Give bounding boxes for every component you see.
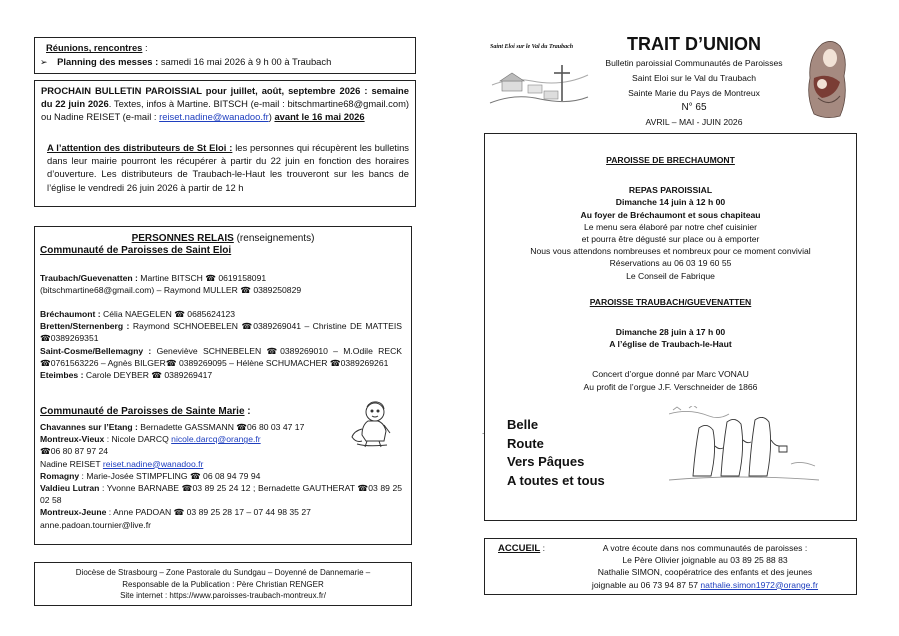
eteimbes-entry (40, 369, 402, 381)
valdieu-text: : Yvonne BARNABE ☎03 89 25 24 12 ; Bernadette GAUTHERAT ☎03 89 25 02 58 (40, 483, 403, 506)
brechaumont-heading: PAROISSE DE BRECHAUMONT (606, 155, 735, 165)
montreux-jeune-text: : Anne PADOAN ☎ 03 89 25 28 17 – 07 44 98 35 27 (106, 507, 311, 518)
bulletin-notice-box (34, 80, 416, 207)
bulletin-period: AVRIL – MAI - JUIN 2026 (645, 117, 743, 127)
distributors-label: A l’attention des distributeurs de St Eloi : (47, 142, 233, 153)
st-eloi-heading: Communauté de Paroisses de Saint Eloi (40, 245, 232, 256)
bulletin-title: TRAIT D’UNION (627, 34, 761, 54)
concert-place: A l’église de Traubach-le-Haut (609, 339, 732, 350)
planning-line (40, 55, 331, 69)
traubach-text2: (bitschmartine68@gmail.com) – Raymond MULLER ☎ 0389250829 (40, 285, 302, 296)
repas-line3: Nous vous attendons nombreuses et nombreux pour ce moment convivial (530, 246, 811, 257)
masthead-sub3: Sainte Marie du Pays de Montreux (628, 88, 760, 98)
concert-line2: Au profit de l’orgue J.F. Verschneider de 1866 (583, 381, 758, 392)
romagny-entry (40, 470, 402, 482)
padoan-email: anne.padoan.tournier@live.fr (40, 519, 151, 530)
next-bulletin-heading: PROCHAIN BULLETIN PAROISSIAL pour juillet, août, septembre 2026 : semaine du 22 juin 2026 (41, 85, 409, 110)
footer-box (34, 562, 412, 606)
montreux-jeune-entry (40, 506, 402, 518)
concert-date: Dimanche 28 juin à 17 h 00 (615, 327, 726, 338)
masthead-sub1: Bulletin paroissial Communautés de Paroisses (605, 58, 783, 68)
repas-line2: et pourra être dégusté sur place ou à emporter (581, 234, 760, 245)
next-bulletin-paragraph (41, 84, 409, 124)
montreux-jeune-label: Montreux-Jeune (40, 507, 107, 518)
eteimbes-text: Carole DEYBER ☎ 0389269417 (83, 370, 213, 381)
greeting-line-4: A toutes et tous (507, 472, 605, 488)
romagny-text: : Marie-Josée STIMPFLING ☎ 06 08 94 79 94 (79, 470, 261, 481)
relais-title-suffix: (renseignements) (233, 233, 315, 244)
accueil-line2: Nathalie SIMON, coopératrice des enfants et des jeunes (597, 567, 813, 578)
chavannes-entry (40, 421, 402, 433)
ste-marie-suffix: : (244, 406, 251, 417)
accueil-label: ACCUEIL (498, 543, 541, 554)
montreux-vieux-entry (40, 433, 402, 445)
events-text (485, 154, 856, 393)
traubach-heading: PAROISSE TRAUBACH/GUEVENATTEN (589, 296, 752, 307)
ste-marie-heading-line (40, 406, 251, 417)
masthead (590, 32, 798, 129)
accueil-colon: : (540, 543, 546, 553)
bretten-entry (40, 320, 402, 344)
masthead-sub2: Saint Eloi sur le Val du Traubach (631, 73, 757, 83)
next-bulletin-text: . Textes, infos à Martine. BITSCH (e-mail : bitschmartine68@gmail.com) ou Nadine REISET (e-mail : (41, 98, 409, 123)
madonna-child-icon (804, 38, 852, 120)
accueil-box (484, 538, 857, 595)
cosme-entry (40, 345, 402, 369)
traubach-text: Martine BITSCH ☎ 0619158091 (137, 273, 267, 283)
accueil-intro: A votre écoute dans nos communautés de paroisses : (602, 543, 808, 553)
bretten-label: Bretten/Sternenberg : (40, 321, 130, 332)
logo-caption: Saint Eloi sur le Val du Traubach (490, 44, 574, 50)
parish-logo (488, 41, 590, 107)
repas-date: Dimanche 14 juin à 12 h 00 (615, 197, 726, 208)
planning-label: Planning des messes : (57, 56, 159, 67)
planning-text: samedi 16 mai 2026 à 9 h 00 à Traubach (158, 56, 332, 67)
montreux-vieux-phone: ☎06 80 87 97 24 (40, 446, 109, 457)
repas-place: Au foyer de Bréchaumont et sous chapiteau (580, 209, 761, 220)
reiset-email-link[interactable]: reiset.nadine@wanadoo.fr (159, 111, 269, 123)
holy-women-illustration (669, 406, 819, 486)
greeting-line-2: Route (507, 435, 544, 451)
cosme-text: Geneviève SCHNEBELEN ☎0389269010 – M.Odile RECK ☎0761563226 – Agnès BILGER☎ 0389269095 – Hélène SCHUMACHER ☎0389269261 (40, 345, 403, 368)
brechaumont-label: Bréchaumont : (40, 309, 101, 319)
events-box (484, 133, 857, 521)
chavannes-text: Bernadette GASSMANN ☎06 80 03 47 17 (137, 422, 305, 432)
montreux-vieux-text: : Nicole DARCQ (104, 434, 172, 445)
greeting-tick: . (482, 427, 485, 436)
nadine-email-link[interactable]: reiset.nadine@wanadoo.fr (102, 458, 204, 469)
brechaumont-text: Célia NAEGELEN ☎ 0685624123 (100, 309, 236, 319)
montreux-vieux-label: Montreux-Vieux (40, 434, 105, 445)
distributors-paragraph (47, 141, 409, 194)
traubach-entry (40, 272, 402, 296)
footer-responsable: Responsable de la Publication : Père Christian RENGER (122, 579, 324, 589)
chavannes-label: Chavannes sur l’Etang : (40, 422, 138, 432)
ste-marie-heading: Communauté de Paroisses de Sainte Marie (40, 406, 245, 417)
ste-marie-contacts (40, 421, 402, 531)
accueil-text (555, 542, 855, 591)
relais-box (34, 226, 412, 545)
village-church-icon (488, 51, 590, 107)
accueil-line3: joignable au 06 73 94 87 57 (591, 579, 701, 590)
greeting-line-1: Belle (507, 417, 539, 432)
meetings-title: Réunions, rencontres (46, 42, 143, 53)
repas-line5: Le Conseil de Fabrique (626, 270, 715, 281)
distributors-text: les personnes qui récupèrent les bulletins dans leur mairie pourront les récupérer à partir du 22 juin en fonction des horaires d’ouverture. Les distributeurs de Traubach-le-Haut les trouveront sur les bancs de l’église le vendredi 26 juin 2026 à partir de 12 h (47, 142, 409, 193)
bretten-text: Raymond SCHNOEBELEN ☎0389269041 – Christine DE MATTEIS ☎0389269351 (40, 321, 403, 344)
repas-line1: Le menu sera élaboré par notre chef cuisinier (584, 221, 757, 232)
cosme-label: Saint-Cosme/Bellemagny : (40, 345, 152, 356)
greeting-block (507, 416, 605, 490)
footer-diocese: Diocèse de Strasbourg – Zone Pastorale du Sundgau – Doyenné de Dannemarie – (75, 568, 371, 577)
romagny-label: Romagny (40, 470, 80, 481)
meetings-box: Réunions, rencontres : ➢ Planning des messes : samedi 16 mai 2026 à 9 h 00 à Traubach (34, 37, 416, 74)
st-eloi-contacts (40, 308, 402, 381)
nadine-text: Nadine REISET (40, 458, 103, 469)
deadline: avant le 16 mai 2026 (274, 111, 365, 123)
relais-title: PERSONNES RELAIS (131, 233, 234, 244)
arrow-bullet-icon: ➢ (40, 57, 48, 67)
paren-text: ) (268, 111, 275, 123)
valdieu-label: Valdieu Lutran (40, 483, 100, 494)
accueil-line1: Le Père Olivier joignable au 03 89 25 88 83 (622, 555, 788, 566)
eteimbes-label: Eteimbes : (40, 370, 84, 381)
relais-title-line (35, 231, 411, 245)
accueil-label-line (498, 542, 545, 555)
nadine-entry (40, 458, 402, 470)
traubach-label: Traubach/Guevenatten : (40, 273, 138, 283)
valdieu-entry (40, 482, 402, 506)
brechaumont-entry (40, 308, 402, 320)
concert-line1: Concert d’orgue donné par Marc VONAU (592, 369, 749, 380)
accueil-line3-row (555, 579, 855, 591)
darcq-email-link[interactable]: nicole.darcq@orange.fr (171, 434, 261, 445)
repas-title: REPAS PAROISSIAL (628, 185, 713, 196)
footer-website: Site internet : https://www.paroisses-traubach-montreux.fr/ (120, 591, 326, 601)
simon-email-link[interactable]: nathalie.simon1972@orange.fr (700, 579, 819, 590)
bulletin-number: N° 65 (681, 102, 707, 113)
greeting-line-3: Vers Pâques (507, 454, 585, 469)
repas-line4: Réservations au 06 03 19 60 55 (609, 258, 732, 269)
